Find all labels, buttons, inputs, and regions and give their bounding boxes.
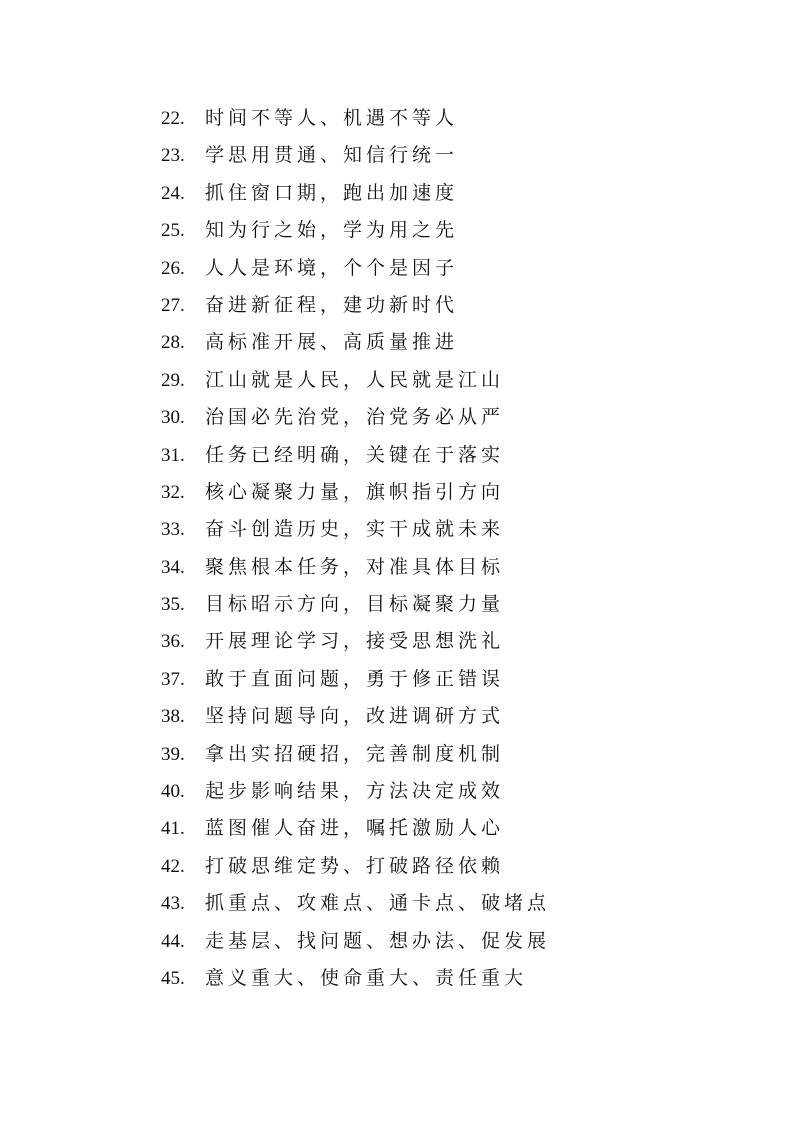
item-number: 25. [161,220,185,242]
item-text: 蓝图催人奋进，嘱托激励人心 [205,817,505,840]
list-item [161,100,550,137]
list-item [161,137,550,174]
list-item [161,810,550,847]
list-item [161,175,550,212]
list-item [161,885,550,922]
item-number: 45. [161,967,185,989]
item-number: 22. [161,108,185,129]
item-text: 起步影响结果，方法决定成效 [205,780,505,803]
item-number: 33. [161,519,185,541]
item-text: 知为行之始，学为用之先 [205,219,459,242]
item-number: 38. [161,706,185,728]
item-text: 学思用贯通、知信行统一 [205,144,459,167]
item-text: 意义重大、使命重大、责任重大 [205,966,528,989]
item-text: 抓重点、攻难点、通卡点、破堵点 [205,892,551,915]
item-text: 拿出实招硬招，完善制度机制 [205,742,505,765]
list-item [161,661,550,698]
item-text: 打破思维定势、打破路径依赖 [205,854,505,877]
list-item [161,773,550,810]
item-number: 44. [161,930,185,952]
item-number: 40. [161,781,185,803]
item-text: 敢于直面问题，勇于修正错误 [205,667,505,690]
item-text: 抓住窗口期，跑出加速度 [205,181,459,204]
list-item [161,736,550,773]
item-number: 35. [161,594,185,616]
item-text: 坚持问题导向，改进调研方式 [205,705,505,728]
list-item [161,362,550,399]
item-number: 30. [161,407,185,429]
item-text: 时间不等人、机遇不等人 [205,107,459,129]
list-item [161,474,550,511]
item-number: 27. [161,294,185,316]
item-text: 高标准开展、高质量推进 [205,331,459,354]
list-item [161,511,550,548]
item-number: 42. [161,855,185,877]
list-item [161,324,550,361]
item-number: 34. [161,556,185,578]
item-number: 23. [161,145,185,167]
list-item [161,250,550,287]
numbered-list [161,100,550,997]
list-item [161,698,550,735]
item-text: 走基层、找问题、想办法、促发展 [205,929,551,952]
item-text: 奋进新征程，建功新时代 [205,293,459,316]
item-number: 32. [161,481,185,503]
item-number: 36. [161,631,185,653]
item-number: 37. [161,668,185,690]
item-text: 人人是环境，个个是因子 [205,256,459,279]
list-item [161,212,550,249]
item-text: 目标昭示方向，目标凝聚力量 [205,593,505,616]
item-text: 任务已经明确，关键在于落实 [205,443,505,466]
list-item [161,960,550,997]
item-number: 24. [161,182,185,204]
item-text: 治国必先治党，治党务必从严 [205,406,505,429]
list-item [161,399,550,436]
item-number: 26. [161,257,185,279]
item-number: 28. [161,332,185,354]
list-item [161,848,550,885]
item-text: 聚焦根本任务，对准具体目标 [205,555,505,578]
item-text: 奋斗创造历史，实干成就未来 [205,518,505,541]
list-item [161,623,550,660]
item-number: 31. [161,444,185,466]
list-item [161,549,550,586]
item-number: 29. [161,369,185,391]
item-text: 江山就是人民，人民就是江山 [205,368,505,391]
item-number: 41. [161,818,185,840]
item-text: 开展理论学习，接受思想洗礼 [205,630,505,653]
list-item [161,923,550,960]
list-item [161,437,550,474]
item-text: 核心凝聚力量，旗帜指引方向 [205,480,505,503]
item-number: 39. [161,743,185,765]
list-item [161,586,550,623]
item-number: 43. [161,893,185,915]
list-item [161,287,550,324]
